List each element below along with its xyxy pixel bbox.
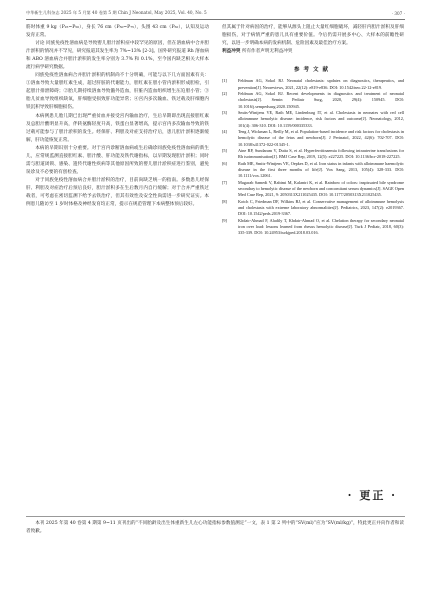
correction-heading: · 更正 · — [347, 489, 397, 502]
reference-item — [222, 129, 404, 148]
reference-number: [9] — [222, 217, 227, 223]
body-paragraph: 本病例患儿胎儿期已出现严重贫血并接受宫内输血治疗，生后早期即出现直接胆红素及总胆汁酸明显升高，伴转氨酶轻度升高，铁蛋白显著增高，提示宫内多次输血导致的铁过载可能参与了胆汁淤积的发生。经保肝、利胆及对症支持治疗后，患儿胆汁淤积逐渐缓解，肝功能恢复正常。 — [26, 113, 209, 143]
reference-text: Mugarab Samedi V, Rabimi M, Kalantri K, et al. Rainbow of colors: inspissated bile syndrome secondary to hemolytic disease of the newborn and concomitant serum dynamics[J]. SAGE Open Med Case Rep, 2021, 9: 2050313X211025435. DOI: 10.1177/2050313X211025435. — [238, 179, 404, 198]
footer-rule — [26, 516, 405, 517]
body-paragraph: 对于同族免疫性溶血病合并胆汁淤积的治疗，目前尚缺乏统一的指南。多数患儿经保肝、利胆及对症治疗后预后良好，胆汁淤积多在生后数月内自行缓解；对于合并严重铁过载者，可考虑在密切监测下给予去铁治疗，但其有效性及安全性尚需进一步研究证实。本例患儿随访至 1 岁时体格及神经发育均正常，提示在规范管理下本病整体预后较好。 — [26, 177, 209, 208]
conflict-label: 利益冲突 — [222, 49, 241, 55]
reference-text: Rath ME, Smits-Wintjens VE, Oepkes D, et al. Iron status in infants with alloimmune haemolytic disease in the first three months of life[J]. Vox Sang, 2013, 105(4): 328-333. DOI: 10.1111/vox.12061. — [238, 160, 404, 179]
reference-number: [5] — [222, 147, 227, 153]
correction-text: 本刊 2025 年第 40 卷第 4 期第 9~11 页刊出的“不同胎龄及出生体重新生儿左心功能指标参数值测定”一文，表 1 第 2 列中的“SV(ml)”应为“SV(ml/kg)”，特此更正并向作者和读者致歉。 — [26, 521, 404, 534]
reference-number: [4] — [222, 128, 227, 134]
correction-notice — [26, 520, 404, 536]
running-header — [26, 8, 405, 18]
reference-text: Smits-Wintjens VE, Rath ME, Lindenburg IT, et al. Cholestasis in neonates with red cell alloimmune hemolytic disease: incidence, risk factors and outcome[J]. Neonatology, 2012, 101(4): 306-310. DOI: 10.1159/000335333. — [238, 109, 404, 128]
reference-number: [3] — [222, 109, 227, 115]
reference-text: Khdair-Ahmad F, Aladily T, Khdair-Ahmad O, et al. Chelation therapy for secondary neonatal iron over load: lessons learned from rhesus hemolytic disease[J]. Turk J Pediatr, 2018, 60(3): 335-339. DOI: 10.24953/turkjped.2018.03.016. — [238, 217, 404, 236]
reference-number: [8] — [222, 198, 227, 204]
body-paragraph: 本病的早期识别十分重要。对于宫内诊断溶血病或生后确诊同族免疫性溶血病的新生儿，应常规监测直接胆红素、胆汁酸、肝功能及铁代谢指标，以早期发现胆汁淤积；同时需与胆道闭锁、感染、遗传代谢性疾病等其他原因所致的婴儿胆汁淤积症进行鉴别，避免误诊及不必要的有创检查。 — [26, 145, 209, 175]
body-paragraph: 讨论 同族免疫性溶血病是导致婴儿胆汁淤积症中较罕见的原因，但在溶血病中合并胆汁淤积的情况并不罕见，研究报道其发生率为 7%~13% [2-3]。国外研究报道 Rh 溶血病和 ABO 溶血病合并胆汁淤积的发生率分别为 3.7% 和 0.1%，至今国内缺乏相关大样本流行病学研究数据。 — [26, 41, 209, 71]
body-paragraph: 但其属于针对病因的治疗，能够从源头上阻止大量红细胞破坏，减轻肝内胆汁淤积及肝细胞损伤，对于病情严重的患儿具有重要价值。今后仍需开展多中心、大样本的前瞻性研究，以进一步明确本病的发病机制、危险因素及最佳治疗方案。 — [222, 25, 404, 47]
reference-text: Teng J, Wickman L, Reilly M, et al. Population-based incidence and risk factors for cholestasis in hemolytic disease of the fetus and newborn[J]. J Perinatol, 2022, 42(6): 702-707. DOI: 10.1038/s41372-022-01345-1. — [238, 128, 404, 147]
header-rule — [26, 19, 405, 20]
reference-item — [222, 180, 404, 199]
reference-text: Feldman AG, Sokol RJ. Recent developments in diagnostics and treatment of neonatal cholestasis[J]. Semin Pediatr Surg, 2020, 29(4): 150945. DOI: 10.1016/j.sempedsurg.2020.150945. — [238, 90, 404, 109]
reference-item — [222, 199, 404, 218]
reference-item — [222, 161, 404, 180]
reference-text: Aine RP, Sundaram V, Dutta S, et al. Hyperferritinaemia following intrauterine transfusions for Rh isoimmunisation[J]. BMJ Case Rep, 2019, 12(5): e227225. DOI: 10.1136/bcr-2018-227225. — [238, 147, 404, 160]
reference-item — [222, 218, 404, 237]
reference-number: [6] — [222, 160, 227, 166]
right-column — [222, 24, 404, 237]
reference-item — [222, 148, 404, 161]
body-paragraph: 筋时体重 9 kg（P₂₅~P₅₀），身长 76 cm（P₅₀~P₇₅），头围 43 cm（P₅₀），认知及运动发育正常。 — [26, 25, 209, 39]
conflict-of-interest — [222, 48, 404, 56]
reference-number: [1] — [222, 78, 227, 84]
references-list — [222, 78, 404, 237]
reference-item — [222, 78, 404, 91]
body-paragraph: 同族免疫性溶血病合并胆汁淤积的机制尚不十分明确，可能与以下几方面因素有关：①溶血导致大量胆红素生成，超过肝脏的代谢能力，胆红素在胆小管内淤积形成胆栓，引起胆汁排泄障碍；②胎儿期持续溶血导致髓外造血，肝脏内造血组织增生压迫胆小管；③胎儿贫血导致组织缺氧，肝细胞受损致肝功能异常；④宫内多次输血、铁过载及肝细胞内铁沉积导致肝细胞损伤。 — [26, 73, 209, 111]
reference-text: Kotch C, Friedman DF, Wilkins BJ, et al. Conservative management of alloimmune hemolysis and cholestasis with extreme laboratory abnormalities[J]. Pediatrics, 2023, 147(2): e2019367. DOI: 10.1542/peds.2019-3367. — [238, 198, 404, 217]
reference-text: Feldman AG, Sokol RJ. Neonatal cholestasis: updates on diagnostics, therapeutics, and prevention[J]. Neoreviews, 2021, 22(12): e819-e836. DOI: 10.1542/neo.22-12-e819. — [238, 78, 404, 90]
page-number: · 307 · — [391, 10, 405, 16]
conflict-text: 所有作者声明无利益冲突 — [241, 49, 293, 55]
reference-number: [2] — [222, 90, 227, 96]
reference-item — [222, 110, 404, 129]
left-column — [26, 24, 209, 209]
reference-number: [7] — [222, 179, 227, 185]
references-title: 参考文献 — [293, 67, 332, 74]
reference-item — [222, 91, 404, 110]
journal-header: 中华新生儿科杂志 2025 年 5 月第 40 卷第 5 期 Chin J Neonatol, May 2025, Vol. 40, No. 5 — [26, 10, 207, 15]
